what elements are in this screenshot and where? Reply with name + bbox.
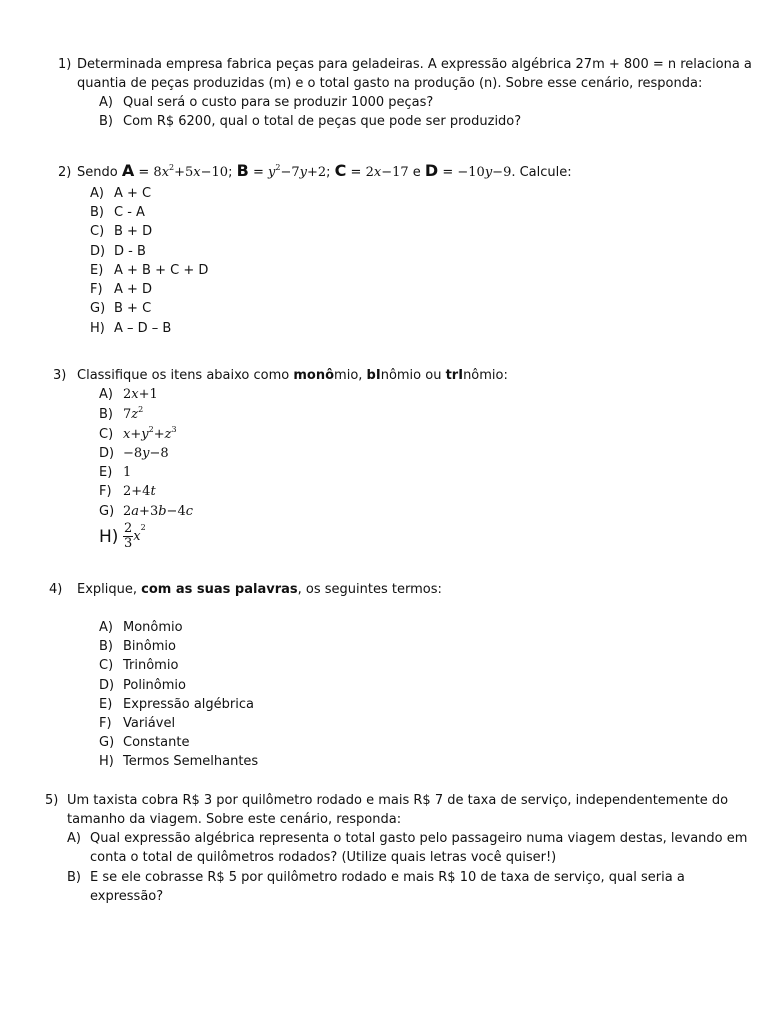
question-3-item-e: E) 1: [99, 465, 132, 480]
question-3-item-d: D) −8y−8: [99, 446, 169, 461]
question-3-item-b: B) $7z^2$: [99, 405, 144, 422]
question-4-item-g: G) Constante: [99, 735, 190, 750]
variable-D: D: [424, 161, 439, 180]
question-3-item-g: G) 2a+3b−4c: [99, 504, 193, 519]
question-5-item-a-line-2: conta o total de quilômetros rodados? (Utilize quais letras você quiser!): [90, 850, 557, 865]
question-4-item-c: C) Trinômio: [99, 658, 179, 673]
variable-A: A: [121, 161, 135, 180]
fraction: $\frac{2}{3}$: [124, 521, 133, 551]
question-4-item-f: F) Variável: [99, 716, 176, 731]
question-1-text-line-2: quantia de peças produzidas (m) e o total gasto na produção (n). Sobre esse cenário, responda:: [77, 76, 703, 91]
question-5-text-line-2: tamanho da viagem. Sobre este cenário, responda:: [67, 812, 402, 827]
question-4-item-a: A) Monômio: [99, 620, 183, 635]
question-2-item-g: G) B + C: [90, 301, 152, 316]
question-2-item-b: B) C - A: [90, 205, 145, 220]
question-1-number: 1): [58, 57, 72, 72]
question-2-item-e: E) A + B + C + D: [90, 263, 209, 278]
question-3-item-f: F) 2+4t: [99, 484, 156, 499]
question-4-item-d: D) Polinômio: [99, 678, 186, 693]
variable-B: B: [236, 161, 249, 180]
question-5-item-a-letter: A): [67, 831, 81, 846]
question-1-item-b: B) Com R$ 6200, qual o total de peças que pode ser produzido?: [99, 114, 522, 129]
question-2-item-h: H) A – D – B: [90, 321, 172, 336]
question-3-item-h: H) $\frac{2}{3}$ $x^2$: [99, 521, 146, 551]
question-5-item-b-line-2: expressão?: [90, 889, 164, 904]
question-1-text-line-1: Determinada empresa fabrica peças para geladeiras. A expressão algébrica 27m + 800 = n relaciona a: [77, 57, 752, 72]
question-4-statement: Explique, com as suas palavras, os seguintes termos:: [77, 582, 442, 597]
question-3-statement: Classifique os itens abaixo como monômio, bInômio ou trInômio:: [77, 368, 508, 383]
question-4-item-e: E) Expressão algébrica: [99, 697, 254, 712]
question-5-item-a-line-1: Qual expressão algébrica representa o total gasto pelo passageiro numa viagem destas, levando em: [90, 831, 748, 846]
question-5-item-b-line-1: E se ele cobrasse R$ 5 por quilômetro rodado e mais R$ 10 de taxa de serviço, qual seria a: [90, 870, 685, 885]
question-4-number: 4): [49, 582, 63, 597]
question-1-item-a: A) Qual será o custo para se produzir 1000 peças?: [99, 95, 434, 110]
question-2-item-c: C) B + D: [90, 224, 153, 239]
question-2-item-d: D) D - B: [90, 244, 146, 259]
question-3-item-c: C) $x+y^2+z^3$: [99, 425, 177, 442]
question-4-item-b: B) Binômio: [99, 639, 176, 654]
question-2-number: 2): [58, 165, 72, 180]
question-5-number: 5): [45, 793, 59, 808]
variable-C: C: [334, 161, 347, 180]
question-2-item-f: F) A + D: [90, 282, 153, 297]
question-5-text-line-1: Um taxista cobra R$ 3 por quilômetro rodado e mais R$ 7 de taxa de serviço, independentemente do: [67, 793, 729, 808]
question-4-item-h: H) Termos Semelhantes: [99, 754, 259, 769]
question-3-number: 3): [53, 368, 67, 383]
question-2-item-a: A) A + C: [90, 186, 152, 201]
question-2-statement: Sendo $A = 8x^2+5x-10$; $B = y^2-7y+2$; C = 2x−17 e D = −10y−9. Calcule:: [77, 161, 572, 180]
question-3-item-a: A) 2x+1: [99, 387, 158, 402]
question-5-item-b-letter: B): [67, 870, 81, 885]
